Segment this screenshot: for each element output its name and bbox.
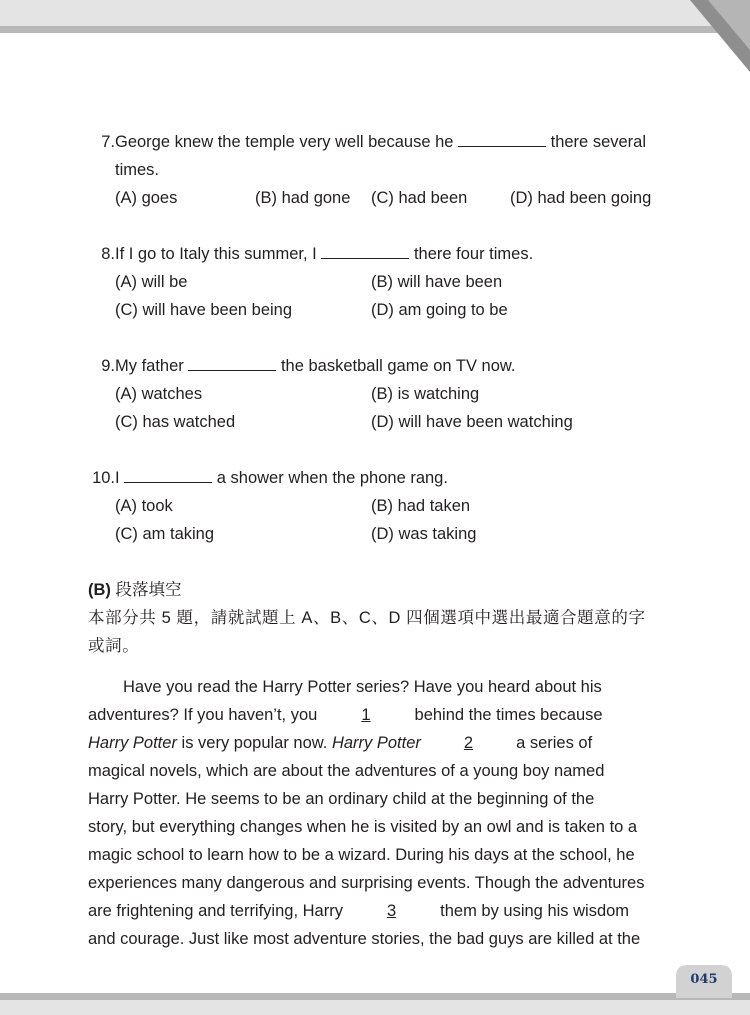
page-number: 045 bbox=[690, 972, 718, 987]
section-instructions: 本部分共 5 題，請就試題上 A、B、C、D 四個選項中選出最適合題意的字 或詞。 bbox=[88, 609, 646, 655]
passage-line: Harry Potter is very popular now. Harry Potter 2 a series of bbox=[88, 729, 668, 757]
section-label: (B) bbox=[88, 581, 111, 599]
passage-line: story, but everything changes when he is visited by an owl and is taken to a bbox=[88, 818, 638, 836]
footer-band bbox=[0, 960, 750, 1015]
passage-line: are frightening and terrifying, Harry 3 them by using his wisdom bbox=[88, 897, 668, 925]
passage-line: magic school to learn how to be a wizard. During his days at the school, he bbox=[88, 846, 635, 864]
option-b: (B) is watching bbox=[371, 385, 480, 403]
option-c: (C) had been bbox=[371, 189, 468, 207]
option-b: (B) had gone bbox=[255, 189, 351, 207]
passage-line: magical novels, which are about the adventures of a young boy named bbox=[88, 762, 605, 780]
question-number: 7. bbox=[101, 133, 115, 151]
answer-blank bbox=[458, 130, 546, 147]
option-a: (A) watches bbox=[115, 385, 203, 403]
passage-blank-2: 2 bbox=[463, 734, 474, 752]
passage-blank-1: 1 bbox=[361, 706, 371, 724]
option-c: (C) am taking bbox=[115, 525, 215, 543]
passage-line: Have you read the Harry Potter series? Have you heard about his bbox=[123, 678, 602, 696]
passage-line: adventures? If you haven’t, you 1 behind the times because bbox=[88, 701, 668, 729]
question-stem: My father the basketball game on TV now. bbox=[115, 352, 675, 380]
option-c: (C) has watched bbox=[115, 413, 236, 431]
top-header-band bbox=[0, 0, 750, 34]
question-number: 9. bbox=[101, 357, 115, 375]
option-d: (D) will have been watching bbox=[371, 413, 573, 431]
option-b: (B) will have been bbox=[371, 273, 503, 291]
question-stem: I a shower when the phone rang. bbox=[115, 464, 675, 492]
option-d: (D) am going to be bbox=[371, 301, 508, 319]
section-title: 段落填空 bbox=[115, 581, 182, 599]
option-a: (A) goes bbox=[115, 189, 178, 207]
question-stem: George knew the temple very well because he there several times. bbox=[115, 128, 675, 184]
option-a: (A) took bbox=[115, 497, 173, 515]
option-a: (A) will be bbox=[115, 273, 188, 291]
passage-line: and courage. Just like most adventure stories, the bad guys are killed at the bbox=[88, 930, 641, 948]
option-d: (D) was taking bbox=[371, 525, 477, 543]
question-number: 10. bbox=[92, 469, 115, 487]
question-number: 8. bbox=[101, 245, 115, 263]
reading-passage bbox=[88, 673, 668, 953]
answer-blank bbox=[321, 242, 409, 259]
option-b: (B) had taken bbox=[371, 497, 471, 515]
passage-line: Harry Potter. He seems to be an ordinary child at the beginning of the bbox=[88, 790, 595, 808]
answer-blank bbox=[188, 354, 276, 371]
page-corner-decoration bbox=[680, 0, 750, 75]
section-heading bbox=[88, 576, 182, 604]
option-d: (D) had been going bbox=[510, 189, 652, 207]
passage-line: experiences many dangerous and surprising events. Though the adventures bbox=[88, 874, 645, 892]
question-stem: If I go to Italy this summer, I there four times. bbox=[115, 240, 675, 268]
option-c: (C) will have been being bbox=[115, 301, 293, 319]
passage-blank-3: 3 bbox=[386, 902, 397, 920]
answer-blank bbox=[124, 466, 212, 483]
